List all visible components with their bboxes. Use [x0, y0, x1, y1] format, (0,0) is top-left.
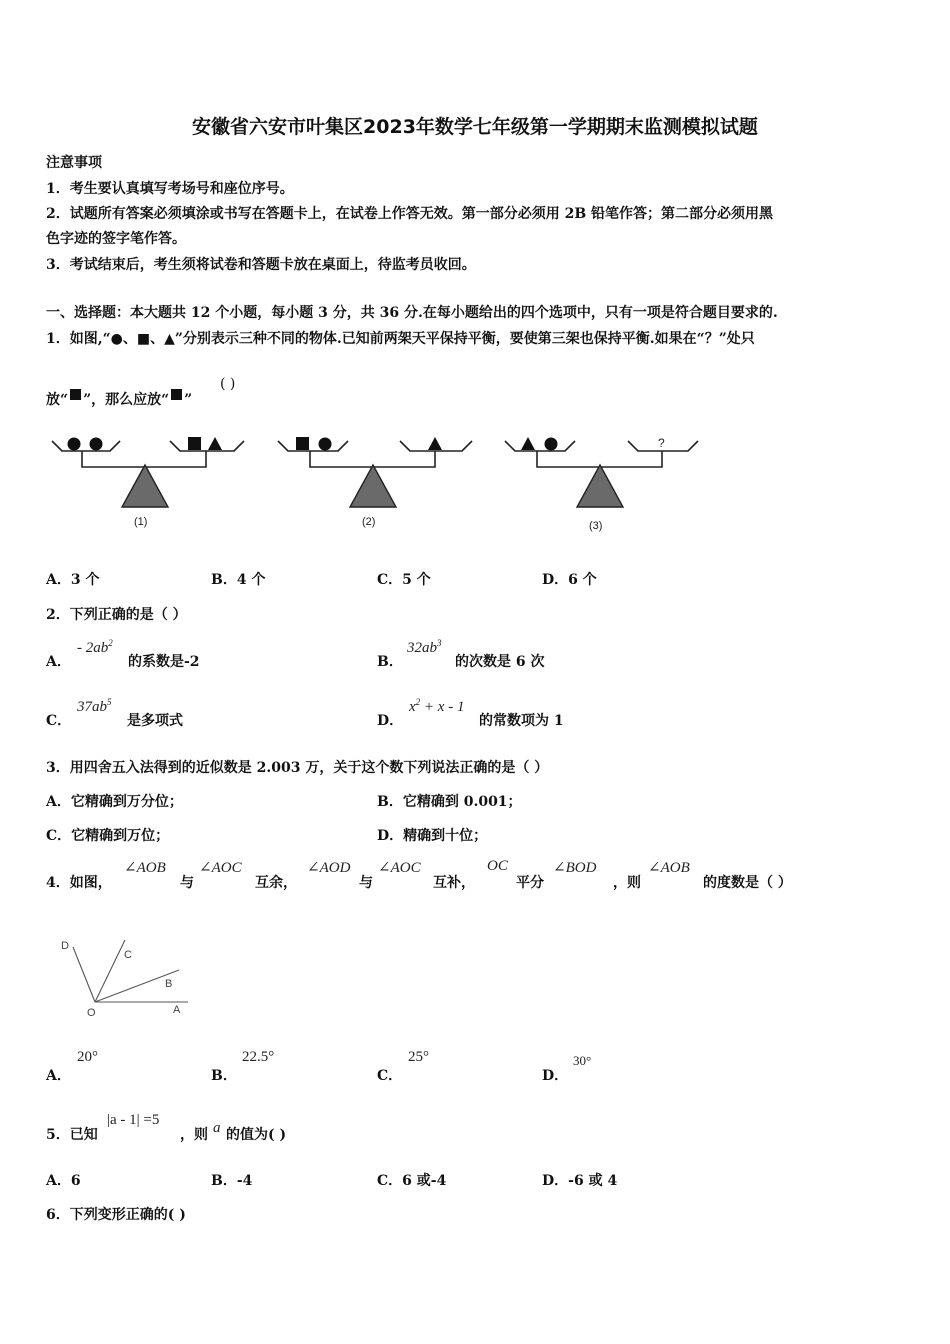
q4-stem-5: 互补， [433, 875, 475, 891]
q4-stem-6: 平分 [516, 875, 544, 891]
notice-item-1: 1．考生要认真填写考场号和座位序号。 [46, 181, 294, 197]
square-icon [296, 437, 309, 450]
q4-stem-1: 4．如图， [46, 875, 112, 891]
q1-option-d: D．6 个 [542, 572, 597, 588]
figure-label-3: (3) [589, 520, 603, 532]
q4-stem-2: 与 [180, 875, 194, 891]
notice-heading: 注意事项 [46, 155, 102, 171]
q2-option-b-label: B． [377, 654, 403, 670]
triangle-icon [208, 437, 222, 450]
balance-figures [40, 425, 710, 540]
q2-option-c-text: 是多项式 [127, 713, 183, 729]
q4-angle-aod: ∠AOD [307, 860, 351, 876]
q2-stem: 2．下列正确的是（ ） [46, 607, 187, 623]
square-icon [70, 389, 81, 400]
label-o: O [87, 1007, 96, 1019]
q4-angle-aob-2: ∠AOB [648, 860, 690, 876]
q3-stem: 3．用四舍五入法得到的近似数是 2.003 万，关于这个数下列说法正确的是（ ） [46, 760, 549, 776]
fulcrum-triangle [577, 465, 623, 507]
q4-option-a-label: A． [46, 1068, 71, 1084]
label-a: A [173, 1004, 181, 1016]
q1-answer-paren: ( ) [220, 376, 236, 392]
fulcrum-triangle [350, 465, 396, 507]
circle-icon [545, 438, 558, 451]
q2-option-b-text: 的次数是 6 次 [455, 654, 545, 670]
notice-item-2-cont: 色字迹的签字笔作答。 [46, 231, 186, 247]
q4-option-b-label: B． [211, 1068, 237, 1084]
square-icon [188, 437, 201, 450]
q2-option-d-label: D． [377, 713, 404, 729]
q5-stem-1: 5．已知 [46, 1127, 98, 1143]
fulcrum-triangle [122, 465, 168, 507]
label-d: D [61, 940, 69, 952]
q2-option-a-label: A． [46, 654, 71, 670]
q5-variable-a: a [213, 1120, 221, 1136]
q4-stem-4: 与 [359, 875, 373, 891]
q3-option-b: B．它精确到 0.001； [377, 794, 522, 810]
q4-option-a-value: 20° [77, 1049, 98, 1065]
q5-stem-3: 的值为( ) [226, 1127, 287, 1143]
q4-option-c-label: C． [377, 1068, 403, 1084]
page-title: 安徽省六安市叶集区2023年数学七年级第一学期期末监测模拟试题 [192, 116, 758, 138]
q1-option-c: C．5 个 [377, 572, 431, 588]
q5-option-c: C．6 或-4 [377, 1173, 447, 1189]
triangle-icon [428, 437, 442, 450]
q3-option-a: A．它精确到万分位； [46, 794, 183, 810]
label-c: C [124, 949, 132, 961]
q4-stem-7: ，则 [613, 875, 641, 891]
notice-item-2: 2．试题所有答案必须填涂或书写在答题卡上，在试卷上作答无效。第一部分必须用 2B 铅笔作答；第二部分必须用黑 [46, 206, 774, 222]
q4-stem-3: 互余， [255, 875, 297, 891]
q2-option-c-label: C． [46, 713, 72, 729]
q4-angle-aoc: ∠AOC [199, 860, 242, 876]
q3-option-c: C．它精确到万位； [46, 828, 170, 844]
q3-option-d: D．精确到十位； [377, 828, 488, 844]
q2-option-c-math: $37ab^5$ [77, 697, 112, 715]
square-icon [171, 389, 182, 400]
q6-stem: 6．下列变形正确的( ) [46, 1207, 186, 1223]
q5-option-d: D．-6 或 4 [542, 1173, 618, 1189]
triangle-icon [521, 437, 535, 450]
q4-option-d-value: 30° [573, 1053, 592, 1068]
notice-item-3: 3．考试结束后，考生须将试卷和答题卡放在桌面上，待监考员收回。 [46, 257, 476, 273]
q1-stem: 1．如图,“●、■、▲”分别表示三种不同的物体.已知前两架天平保持平衡，要使第三架也保持平衡.如果在“？”处只 [46, 331, 755, 347]
circle-icon [68, 438, 81, 451]
q1-option-b: B．4 个 [211, 572, 266, 588]
q2-option-a-text: 的系数是-2 [128, 654, 200, 670]
q5-stem-2: ，则 [180, 1127, 208, 1143]
q2-option-d-text: 的常数项为 1 [479, 713, 564, 729]
q4-option-c-value: 25° [408, 1049, 429, 1065]
q5-option-a: A．6 [46, 1173, 81, 1189]
figure-label-1: (1) [134, 516, 148, 528]
q4-angle-aob: ∠AOB [124, 860, 166, 876]
q2-option-d-math: $x^2 + x - 1$ [409, 697, 465, 715]
q2-option-a-math: - $2ab^2$ [77, 638, 113, 656]
question-mark: ? [658, 436, 665, 450]
q1-option-a: A．3 个 [46, 572, 100, 588]
circle-icon [319, 438, 332, 451]
q4-option-d-label: D． [542, 1068, 569, 1084]
q5-equation: |a - 1| =5 [107, 1112, 160, 1128]
q4-angle-bod: ∠BOD [553, 860, 597, 876]
q5-option-b: B．-4 [211, 1173, 253, 1189]
q4-angle-aoc-2: ∠AOC [378, 860, 421, 876]
q4-option-b-value: 22.5° [242, 1049, 275, 1065]
q4-stem-8: 的度数是（ ） [703, 875, 792, 891]
q4-segment-oc: OC [487, 858, 508, 874]
label-b: B [165, 978, 173, 990]
q1-stem-line2: 放“ ”，那么应放“ ” [46, 389, 192, 409]
q2-option-b-math: $32ab^3$ [407, 638, 442, 656]
circle-icon [90, 438, 103, 451]
figure-label-2: (2) [362, 516, 376, 528]
angle-figure [55, 932, 205, 1022]
section-heading: 一、选择题：本大题共 12 个小题，每小题 3 分，共 36 分.在每小题给出的四个选项中，只有一项是符合题目要求的. [46, 305, 778, 321]
